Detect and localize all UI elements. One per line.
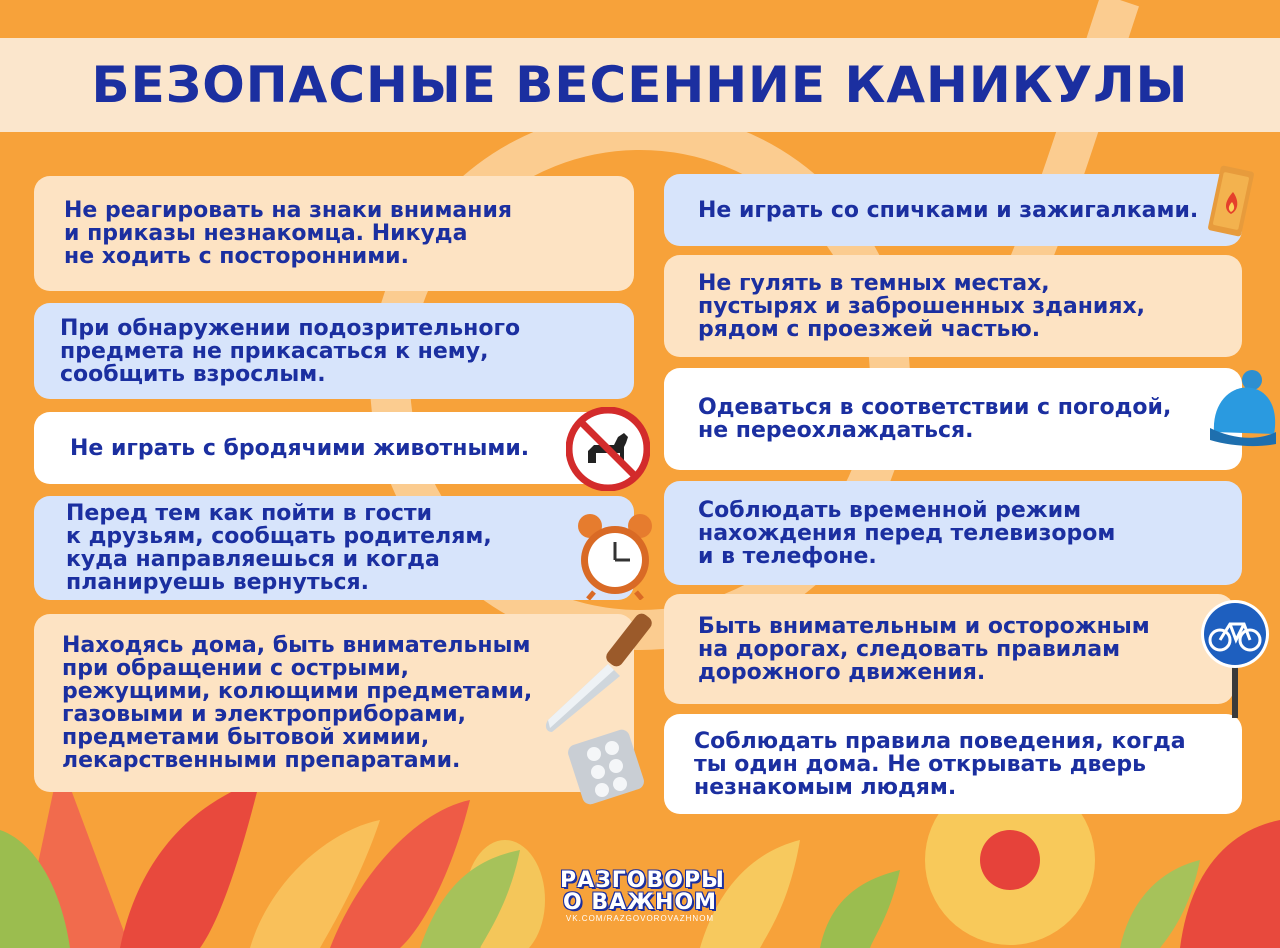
tip-card — [34, 496, 634, 600]
tip-card — [664, 714, 1242, 814]
logo-url: VK.COM/RAZGOVOROVAZHNOM — [565, 914, 715, 923]
tip-card — [34, 303, 634, 399]
tip-text: Соблюдать правила поведения, когда ты один дома. Не открывать дверь незнакомым людям. — [694, 728, 1186, 800]
tip-card — [34, 176, 634, 291]
razgovory-logo — [560, 868, 725, 930]
tip-text: При обнаружении подозрительного предмета не прикасаться к нему, сообщить взрослым. — [60, 315, 521, 387]
tip-text: Находясь дома, быть внимательным при обращении с острыми, режущими, колющими предметами, газовыми и электроприборами, предметами бытовой химии, лекарственными препаратами. — [62, 633, 533, 773]
logo-line1: РАЗГОВОРЫ — [560, 868, 725, 893]
knife-icon — [542, 604, 662, 736]
tip-card — [664, 174, 1242, 246]
tip-text: Быть внимательным и осторожным на дорогах, следовать правилам дорожного движения. — [698, 613, 1150, 685]
tip-card — [664, 368, 1242, 470]
tip-text: Соблюдать временной режим нахождения перед телевизором и в телефоне. — [698, 497, 1116, 569]
tip-text: Не играть со спичками и зажигалками. — [698, 197, 1199, 223]
tip-text: Не реагировать на знаки внимания и приказы незнакомца. Никуда не ходить с посторонними. — [64, 198, 513, 269]
tip-text: Одеваться в соответствии с погодой, не переохлаждаться. — [698, 395, 1172, 443]
tip-card — [664, 255, 1242, 357]
bicycle-sign-icon — [1198, 598, 1272, 718]
tip-text: Не гулять в темных местах, пустырях и заброшенных зданиях, рядом с проезжей частью. — [698, 270, 1145, 342]
page-title: БЕЗОПАСНЫЕ ВЕСЕННИЕ КАНИКУЛЫ — [91, 56, 1189, 114]
knit-hat-icon — [1206, 368, 1280, 448]
matchbox-icon — [1206, 164, 1256, 238]
tip-card — [34, 412, 624, 484]
pills-icon — [566, 728, 646, 806]
alarm-clock-icon — [572, 512, 658, 600]
no-dogs-sign-icon — [566, 407, 650, 491]
tip-card — [664, 594, 1234, 704]
tip-card — [664, 481, 1242, 585]
tip-text: Перед тем как пойти в гости к друзьям, сообщать родителям, куда направляешься и когда планируешь вернуться. — [66, 501, 492, 595]
logo-line2: О ВАЖНОМ — [562, 890, 718, 915]
tip-text: Не играть с бродячими животными. — [70, 435, 530, 461]
